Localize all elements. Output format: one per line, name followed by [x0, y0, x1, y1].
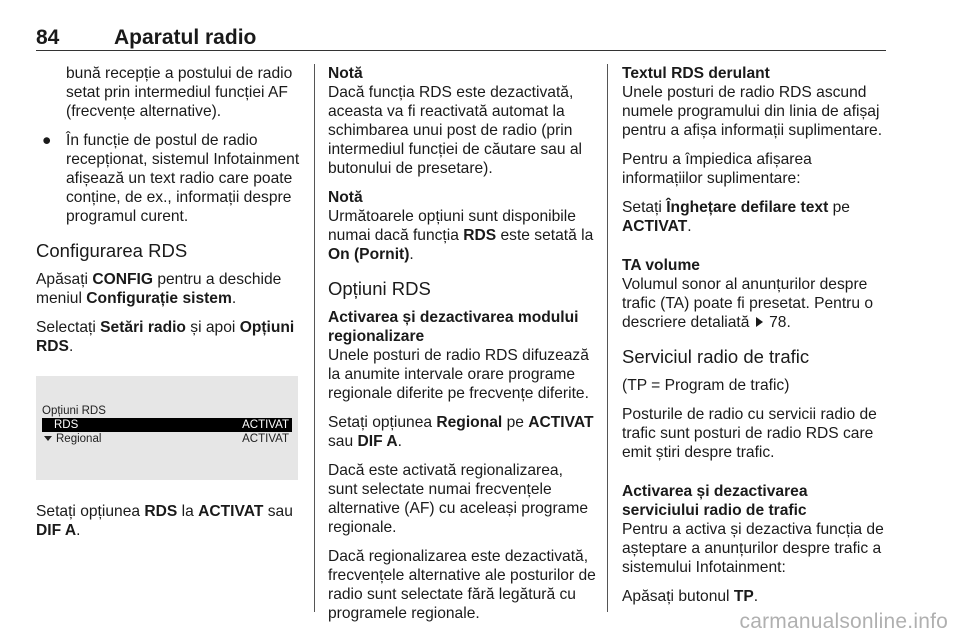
- rds-options-screen-image: [36, 376, 298, 480]
- subsection-title-scroll-text: Textul RDS derulant: [622, 65, 770, 82]
- down-arrow-icon: [44, 436, 52, 441]
- paragraph: (TP = Program de trafic): [622, 377, 790, 394]
- paragraph: Posturile de radio cu servicii radio de trafic sunt posturi de radio RDS care emit știri despre trafic.: [622, 406, 877, 461]
- paragraph-continued: bună recepție a postului de radio setat prin intermediul funcției AF (frecvențe alternative).: [66, 65, 293, 120]
- paragraph: Pentru a împiedica afișarea informațiilor suplimentare:: [622, 151, 812, 187]
- section-title-rds-config: Configurarea RDS: [36, 240, 188, 261]
- section-title-traffic: Serviciul radio de trafic: [622, 346, 810, 367]
- paragraph-select: Selectați Setări radio și apoi Opțiuni RDS.: [36, 319, 295, 355]
- note-title: Notă: [328, 189, 363, 206]
- screen-row-regional: Regional ACTIVAT: [42, 432, 292, 446]
- screen-row-rds: RDS ACTIVAT: [42, 418, 292, 432]
- column-right: [622, 64, 888, 616]
- paragraph: Setați Înghețare defilare text pe ACTIVAT.: [622, 199, 850, 235]
- column-left: [36, 64, 302, 550]
- screen-title: Opțiuni RDS: [42, 405, 106, 417]
- page-number: 84: [36, 26, 60, 49]
- paragraph: Setați opțiunea Regional pe ACTIVAT sau DIF A.: [328, 414, 594, 450]
- note-text: Dacă funcția RDS este dezactivată, aceasta va fi reactivată automat la schimbarea unui post de radio (prin intermediul funcției de căutare sau al butonului de presetare).: [328, 84, 582, 177]
- paragraph: Unele posturi de radio RDS ascund numele programului din linia de afișaj pentru a afișa informații suplimentare.: [622, 84, 883, 139]
- paragraph-set-rds: Setați opțiunea RDS la ACTIVAT sau DIF A.: [36, 503, 293, 539]
- chapter-title: Aparatul radio: [114, 26, 257, 49]
- paragraph: Unele posturi de radio RDS difuzează la anumite intervale orare programe regionale diferite pe frecvențe diferite.: [328, 347, 589, 402]
- paragraph: Dacă este activată regionalizarea, sunt selectate numai frecvențele alternative (AF) cu aceleași programe regionale.: [328, 462, 589, 536]
- header-divider: [36, 50, 886, 51]
- paragraph: Dacă regionalizarea este dezactivată, frecvențele alternative ale posturilor de radio sunt selectate fără legătură cu programele regionale.: [328, 548, 596, 622]
- note-text: Următoarele opțiuni sunt disponibile numai dacă funcția RDS este setată la On (Pornit).: [328, 208, 594, 263]
- note-title: Notă: [328, 65, 363, 82]
- watermark: carmanualsonline.info: [739, 610, 948, 633]
- page-header: [36, 22, 884, 50]
- section-title-rds-options: Opțiuni RDS: [328, 278, 431, 299]
- subsection-title-ta-volume: TA volume: [622, 257, 700, 274]
- bullet-list-item: [36, 131, 302, 226]
- bullet-icon: ●: [42, 132, 52, 149]
- page-reference-icon: [756, 317, 763, 327]
- column-divider: [607, 64, 608, 612]
- subsection-title-regional: Activarea și dezactivarea modului regionalizare: [328, 309, 579, 345]
- bullet-text: În funcție de postul de radio recepționat, sistemul Infotainment afișează un text radio care poate conține, de ex., informații despre programul curent.: [66, 132, 300, 225]
- column-middle: [328, 64, 596, 633]
- paragraph-config: Apăsați CONFIG pentru a deschide meniul Configurație sistem.: [36, 271, 282, 307]
- paragraph: Pentru a activa și dezactiva funcția de așteptare a anunțurilor despre trafic a sistemului Infotainment:: [622, 521, 884, 576]
- subsection-title-traffic-toggle: Activarea și dezactivarea serviciului radio de trafic: [622, 483, 808, 519]
- paragraph: Apăsați butonul TP.: [622, 588, 759, 605]
- column-divider: [314, 64, 315, 612]
- paragraph: Volumul sonor al anunțurilor despre trafic (TA) poate fi presetat. Pentru o descriere detaliată 78.: [622, 276, 874, 331]
